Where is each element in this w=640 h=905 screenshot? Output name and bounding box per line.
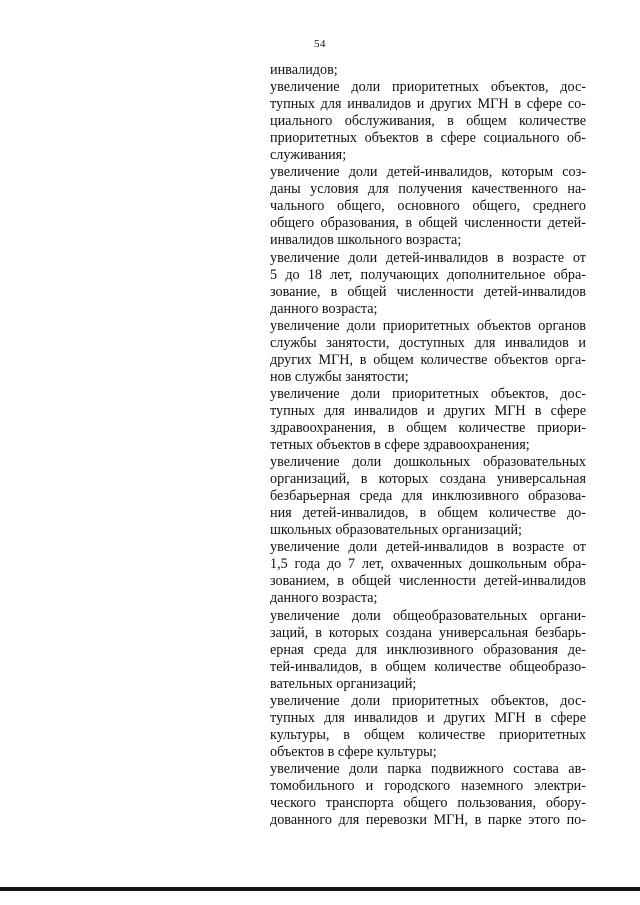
text-line: увеличение доли приоритетных объектов органов xyxy=(270,317,586,334)
text-line: культуры, в общем количестве приоритетных xyxy=(270,726,586,743)
text-line: инвалидов; xyxy=(270,62,338,78)
text-line: 1,5 года до 7 лет, охваченных дошкольным обра- xyxy=(270,556,586,573)
text-line: 5 до 18 лет, получающих дополнительное обра- xyxy=(270,266,586,283)
text-line: тей-инвалидов, в общем количестве общеобразо- xyxy=(270,658,586,675)
text-line: увеличение доли детей-инвалидов в возрасте от xyxy=(270,539,586,556)
text-line: тупных для инвалидов и других МГН в сфере xyxy=(270,709,586,726)
text-line: увеличение доли парка подвижного состава ав- xyxy=(270,760,586,777)
text-line: дованного для перевозки МГН, в парке этого по- xyxy=(270,812,586,829)
text-line: ческого транспорта общего пользования, обору- xyxy=(270,795,586,812)
text-line: даны условия для получения качественного на- xyxy=(270,181,586,198)
text-line: зованием, в общей численности детей-инвалидов xyxy=(270,573,586,590)
text-line: тупных для инвалидов и других МГН в сфере со- xyxy=(270,96,586,113)
text-line: данного возраста; xyxy=(270,300,378,317)
text-line: здравоохранения, в общем количестве приори- xyxy=(270,419,586,436)
text-line: тупных для инвалидов и других МГН в сфере xyxy=(270,402,586,419)
text-line: приоритетных объектов в сфере социального об- xyxy=(270,130,586,147)
page-bottom-rule xyxy=(0,887,640,891)
text-line: увеличение доли детей-инвалидов в возрасте от xyxy=(270,249,586,266)
text-line: увеличение доли детей-инвалидов, которым соз- xyxy=(270,164,586,181)
text-line: общего образования, в общей численности детей- xyxy=(270,215,586,232)
text-line: организаций, в которых создана универсальная xyxy=(270,471,586,488)
text-line: нов службы занятости; xyxy=(270,368,409,385)
text-line: службы занятости, доступных для инвалидов и xyxy=(270,334,586,351)
text-line: других МГН, в общем количестве объектов орга- xyxy=(270,351,586,368)
text-line: данного возраста; xyxy=(270,590,378,607)
text-line: томобильного и городского наземного электри- xyxy=(270,777,586,794)
text-line: ерная среда для инклюзивного образования де- xyxy=(270,641,586,658)
text-line: чального общего, основного общего, среднего xyxy=(270,198,586,215)
text-line: ния детей-инвалидов, в общем количестве до- xyxy=(270,505,586,522)
page-number: 54 xyxy=(314,38,326,50)
text-line: увеличение доли дошкольных образовательных xyxy=(270,454,586,471)
text-line: увеличение доли приоритетных объектов, дос- xyxy=(270,385,586,402)
text-line: увеличение доли общеобразовательных органи- xyxy=(270,607,586,624)
text-line: увеличение доли приоритетных объектов, дос- xyxy=(270,692,586,709)
text-line: тетных объектов в сфере здравоохранения; xyxy=(270,437,530,454)
text-line: циального обслуживания, в общем количестве xyxy=(270,113,586,130)
text-line: инвалидов школьного возраста; xyxy=(270,232,462,249)
document-body xyxy=(270,62,586,829)
text-line: объектов в сфере культуры; xyxy=(270,743,437,760)
text-line: увеличение доли приоритетных объектов, дос- xyxy=(270,79,586,96)
text-line: служивания; xyxy=(270,147,347,164)
text-line: зование, в общей численности детей-инвалидов xyxy=(270,283,586,300)
text-line: безбарьерная среда для инклюзивного образова- xyxy=(270,488,586,505)
text-line: заций, в которых создана универсальная безбарь- xyxy=(270,624,586,641)
text-line: вательных организаций; xyxy=(270,675,417,692)
text-line: школьных образовательных организаций; xyxy=(270,522,522,539)
